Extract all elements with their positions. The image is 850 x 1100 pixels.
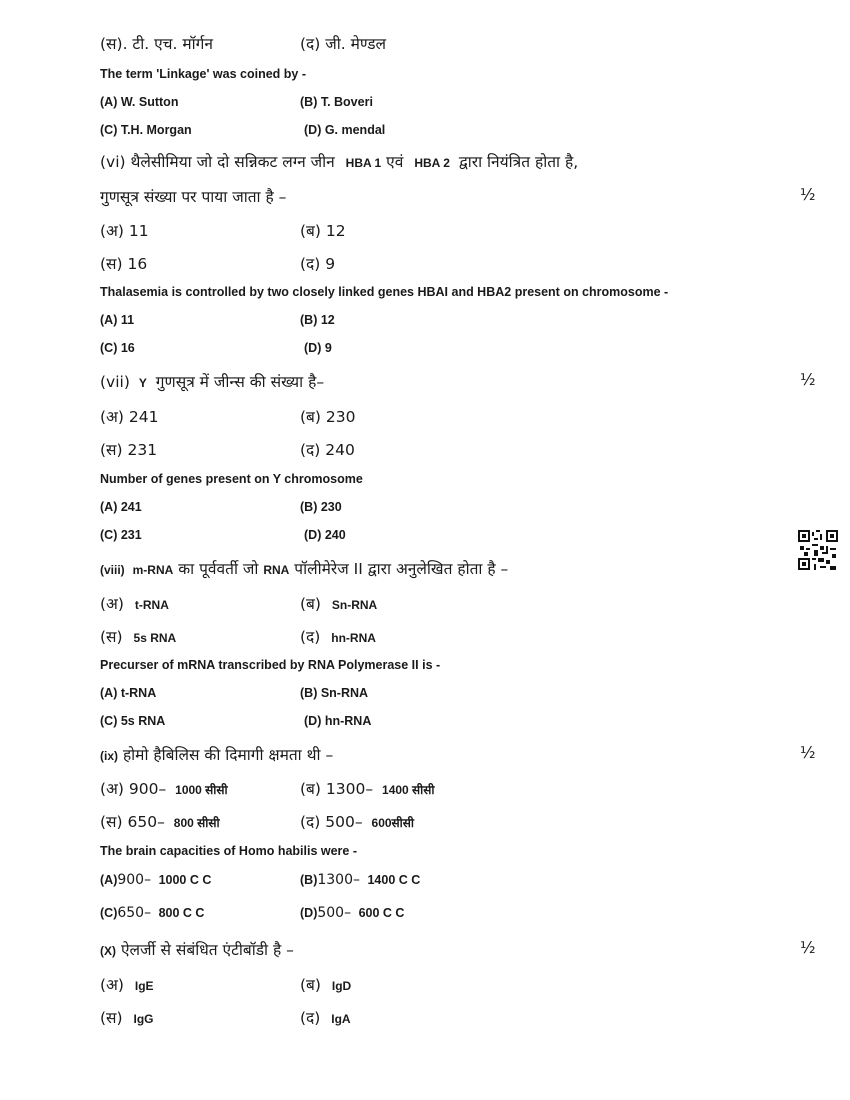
q10-hindi-option-c: (स) IgG bbox=[100, 1009, 154, 1027]
q7-hindi-question: (vii) Y गुणसूत्र में जीन्स की संख्या है– bbox=[100, 373, 325, 391]
q9-hindi-option-a: (अ) 900– 1000 सीसी bbox=[100, 780, 228, 798]
q7-marks: ½ bbox=[800, 370, 816, 389]
q9-hindi-option-b: (ब) 1300– 1400 सीसी bbox=[300, 780, 435, 798]
q10-hindi-question: (X) ऐलर्जी से संबंधित एंटीबॉडी है – bbox=[100, 941, 294, 959]
q5-english-option-d: (D) G. mendal bbox=[304, 123, 386, 137]
q9-english-option-c: (C)650– 800 C C bbox=[100, 905, 205, 921]
q9-hindi-option-d: (द) 500– 600सीसी bbox=[300, 813, 414, 831]
q7-english-option-c: (C) 231 bbox=[100, 528, 142, 542]
q7-hindi-option-c: (स) 231 bbox=[100, 441, 158, 459]
q8-english-option-b: (B) Sn-RNA bbox=[300, 686, 369, 700]
q8-hindi-option-a: (अ) t-RNA bbox=[100, 595, 169, 613]
q7-english-option-a: (A) 241 bbox=[100, 500, 142, 514]
q8-hindi-option-d: (द) hn-RNA bbox=[300, 628, 376, 646]
q6-hindi-question-line2: गुणसूत्र संख्या पर पाया जाता है – bbox=[100, 188, 287, 206]
q6-hindi-option-c: (स) 16 bbox=[100, 255, 148, 273]
q9-english-option-d: (D)500– 600 C C bbox=[300, 905, 405, 921]
q7-hindi-option-d: (द) 240 bbox=[300, 441, 355, 459]
q6-hindi-question-line1: (vi) थैलेसीमिया जो दो सन्निकट लग्न जीन HBA 1 एवं HBA 2 द्वारा नियंत्रित होता है, bbox=[100, 153, 579, 171]
q9-english-question: The brain capacities of Homo habilis were - bbox=[100, 844, 358, 858]
q8-english-option-d: (D) hn-RNA bbox=[304, 714, 372, 728]
q5-hindi-option-c: (स). टी. एच. मॉर्गन bbox=[100, 35, 213, 53]
q6-english-option-a: (A) 11 bbox=[100, 313, 135, 327]
q6-marks: ½ bbox=[800, 185, 816, 204]
q6-english-option-c: (C) 16 bbox=[100, 341, 135, 355]
q5-english-option-c: (C) T.H. Morgan bbox=[100, 123, 192, 137]
q8-english-question: Precurser of mRNA transcribed by RNA Polymerase II is - bbox=[100, 658, 441, 672]
q9-hindi-question: (ix) होमो हैबिलिस की दिमागी क्षमता थी – bbox=[100, 746, 334, 764]
q6-hindi-option-b: (ब) 12 bbox=[300, 222, 346, 240]
q9-english-option-b: (B)1300– 1400 C C bbox=[300, 872, 421, 888]
q8-hindi-option-c: (स) 5s RNA bbox=[100, 628, 177, 646]
q8-english-option-c: (C) 5s RNA bbox=[100, 714, 166, 728]
q6-english-option-b: (B) 12 bbox=[300, 313, 335, 327]
q9-english-option-a: (A)900– 1000 C C bbox=[100, 872, 212, 888]
q10-marks: ½ bbox=[800, 938, 816, 957]
q7-hindi-option-b: (ब) 230 bbox=[300, 408, 356, 426]
q5-hindi-option-d: (द) जी. मेण्डल bbox=[300, 35, 387, 53]
q6-english-question: Thalasemia is controlled by two closely linked genes HBAI and HBA2 present on chromosome - bbox=[100, 285, 669, 299]
q10-hindi-option-b: (ब) IgD bbox=[300, 976, 352, 994]
q6-hindi-option-a: (अ) 11 bbox=[100, 222, 149, 240]
q5-english-question: The term 'Linkage' was coined by - bbox=[100, 67, 306, 81]
q7-english-question: Number of genes present on Y chromosome bbox=[100, 472, 363, 486]
q5-english-option-b: (B) T. Boveri bbox=[300, 95, 373, 109]
q6-hindi-option-d: (द) 9 bbox=[300, 255, 336, 273]
q7-english-option-b: (B) 230 bbox=[300, 500, 342, 514]
q7-hindi-option-a: (अ) 241 bbox=[100, 408, 159, 426]
q6-english-option-d: (D) 9 bbox=[304, 341, 332, 355]
qr-code bbox=[798, 530, 838, 570]
q9-marks: ½ bbox=[800, 743, 816, 762]
q10-hindi-option-a: (अ) IgE bbox=[100, 976, 154, 994]
q7-english-option-d: (D) 240 bbox=[304, 528, 346, 542]
q10-hindi-option-d: (द) IgA bbox=[300, 1009, 351, 1027]
q9-hindi-option-c: (स) 650– 800 सीसी bbox=[100, 813, 220, 831]
q8-hindi-option-b: (ब) Sn-RNA bbox=[300, 595, 378, 613]
q8-english-option-a: (A) t-RNA bbox=[100, 686, 157, 700]
q8-hindi-question: (viii) m-RNA का पूर्ववर्ती जो RNA पॉलीमेरेज II द्वारा अनुलेखित होता है – bbox=[100, 560, 509, 578]
q5-english-option-a: (A) W. Sutton bbox=[100, 95, 179, 109]
